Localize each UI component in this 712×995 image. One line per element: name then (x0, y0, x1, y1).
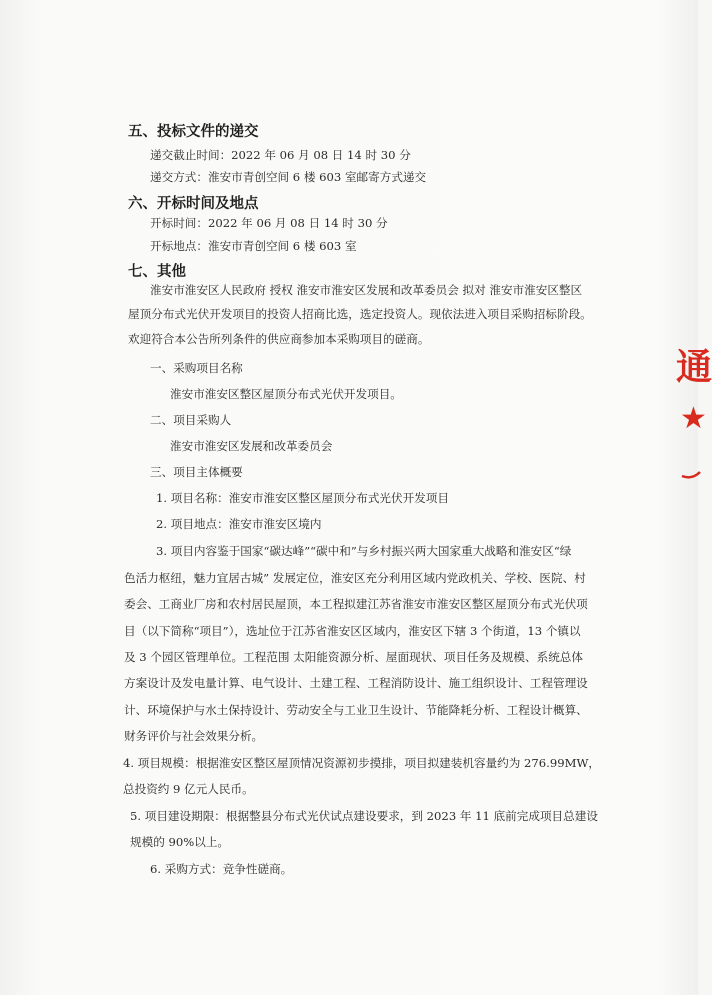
item1: 1. 项目名称：淮安市淮安区整区屋顶分布式光伏开发项目 (156, 491, 449, 505)
item3-line: 委会、工商业厂房和农村居民屋顶，本工程拟建江苏省淮安市淮安区整区屋顶分布式光伏项 (124, 597, 588, 611)
sub1-title: 一、采购项目名称 (150, 361, 243, 375)
submission-method: 递交方式：淮安市青创空间 6 楼 603 室邮寄方式递交 (150, 170, 427, 184)
item4-line: 总投资约 9 亿元人民币。 (123, 782, 254, 796)
item4-line: 4. 项目规模：根据淮安区整区屋顶情况资源初步摸排，项目拟建装机容量约为 276.99MW， (123, 756, 600, 770)
sub1-value: 淮安市淮安区整区屋顶分布式光伏开发项目。 (170, 387, 402, 401)
item5-line: 5. 项目建设期限：根据整县分布式光伏试点建设要求，到 2023 年 11 底前完成项目总建设 (130, 809, 598, 823)
item3-line: 计、环境保护与水土保持设计、劳动安全与工业卫生设计、节能降耗分析、工程设计概算、 (124, 703, 588, 717)
item2: 2. 项目地点：淮安市淮安区境内 (156, 517, 322, 531)
opening-place: 开标地点：淮安市青创空间 6 楼 603 室 (150, 239, 357, 253)
sub3-title: 三、项目主体概要 (150, 465, 243, 479)
item3-line: 财务评价与社会效果分析。 (124, 729, 264, 743)
intro-line: 欢迎符合本公告所列条件的供应商参加本采购项目的磋商。 (128, 332, 430, 346)
seal-fragment-icon: 通 (676, 347, 712, 388)
section7-heading: 七、其他 (128, 264, 186, 280)
item3-line: 色活力枢纽，魅力宜居古城” 发展定位，淮安区充分利用区域内党政机关、学校、医院、村 (124, 571, 586, 585)
submission-deadline: 递交截止时间：2022 年 06 月 08 日 14 时 30 分 (150, 148, 411, 162)
sub2-value: 淮安市淮安区发展和改革委员会 (170, 439, 333, 453)
item6: 6. 采购方式：竞争性磋商。 (150, 862, 293, 876)
intro-line: 屋顶分布式光伏开发项目的投资人招商比选，选定投资人。现依法进入项目采购招标阶段。 (128, 307, 592, 321)
section6-heading: 六、开标时间及地点 (128, 196, 259, 212)
item3-line: 方案设计及发电量计算、电气设计、土建工程、工程消防设计、施工组织设计、工程管理设 (124, 676, 588, 690)
item3-line: 3. 项目内容鉴于国家“碳达峰”“碳中和”与乡村振兴两大国家重大战略和淮安区“绿 (156, 544, 572, 558)
section5-heading: 五、投标文件的递交 (128, 124, 259, 140)
item3-line: 目（以下简称“项目”），选址位于江苏省淮安区区域内，淮安区下辖 3 个街道，13 个镇以 (124, 624, 581, 638)
sub2-title: 二、项目采购人 (150, 413, 232, 427)
seal-star-icon: ★ (674, 402, 700, 484)
opening-time: 开标时间：2022 年 06 月 08 日 14 时 30 分 (150, 216, 388, 230)
intro-line: 淮安市淮安区人民政府 授权 淮安市淮安区发展和改革委员会 拟对 淮安市淮安区整区 (150, 283, 583, 297)
item3-line: 及 3 个园区管理单位。工程范围 太阳能资源分析、屋面现状、项目任务及规模、系统总体 (124, 650, 583, 664)
item5-line: 规模的 90%以上。 (130, 835, 230, 849)
